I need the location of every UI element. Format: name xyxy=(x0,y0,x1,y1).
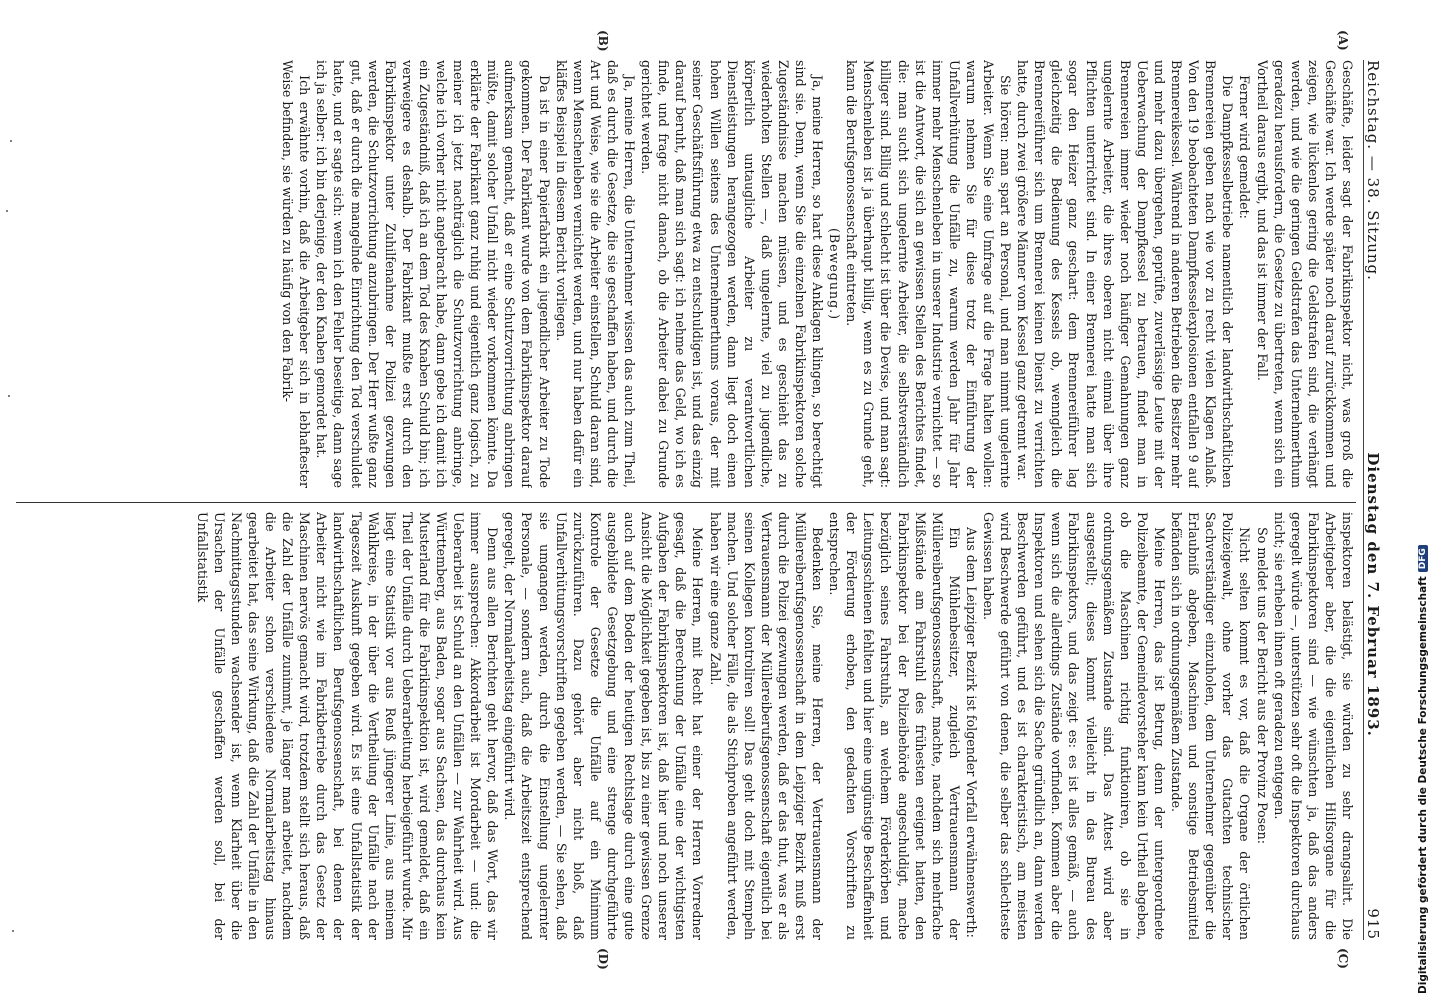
right-column xyxy=(16,512,1356,940)
paragraph: So meldet uns der Bericht aus der Provinz Posen: xyxy=(1254,527,1270,844)
paragraph: Sie hören: man spart an Personal, und man nimmt ungelernte Arbeiter. Wenn Sie eine Umfrage auf die Frage halten wollen: warum nehmen Sie für diese trotz der Einführung der Unfallverhütung die Unfälle zu, warum werden Jahr für Jahr immer mehr Menschenleben in unserer Industrie vernichtet — so ist die Antwort, die sich an gewissen Stellen des Berichtes findet, die: man sucht sich ungelernte Arbeiter, die selbstverständlich billiger sind. Billig und schlecht ist über die Devise, und man sagt: Menschenleben ist ja überhaupt billig, wenn es zu Grunde geht, kann die Berufsgenossenschaft eintreten. xyxy=(844,60,1014,488)
dfg-logo-icon: DFG xyxy=(1418,545,1428,572)
left-column xyxy=(16,60,1356,488)
paragraph: Ja, meine Herren, so hart diese Anklagen klingen, so berechtigt sind sie. Denn, wenn Sie die einzelnen Fabrikinspektoren solche Zugeständnisse machen müssen, und es geschieht das zu wiederholten Stellen —, daß ungelernte, viel zu jugendliche, körperlich untaugliche Arbeiter zu verantwortlichen Dienstleistungen herangezogen werden, dann liegt doch einen hohen Willen seitens des Unternehmerthums voraus, der mit seiner Geschäftsführung etwa zu entschuldigen ist, und das einzig darauf beruht, daß man sich sagt: ich nehme das Geld, wo ich es finde, und frage nicht danach, ob die Arbeiter dabei zu Grunde gerichtet werden. xyxy=(639,60,826,488)
margin-mark-c: (C) xyxy=(1336,948,1350,969)
paragraph: inspektoren belästigt, sie würden zu sehr drangsalirt. Die Arbeitgeber aber, die die eigentlichen Hilfsorgane für die Fabrikinspektoren sind — wie wünschten ja, daß das anders geregelt würde —, unterstützen sehr oft die Inspektoren durchaus nicht; sie erheben ihnen oft geradezu entgegen. xyxy=(1271,512,1355,940)
margin-mark-d: (D) xyxy=(596,948,610,970)
paragraph: Ich erwähnte vorhin, daß die Arbeitgeber sich in lebhaftester Weise befinden, sie würden zu häufig von den Fabrik- xyxy=(280,60,313,488)
digitization-credit-text: Digitalisierung gefördert durch die Deutsche Forschungsgemeinschaft xyxy=(1417,576,1429,994)
digitization-credit xyxy=(1417,545,1429,994)
paragraph: Denn aus allen Berichten geht hervor, daß das Wort, das wir immer aussprechen: Akkordarbeit ist Mordarbeit — und: die Ueberarbeit ist Schuld an den Unfällen — zur Wahrheit wird. Aus Württemberg, aus Baden, sogar aus Sachsen, das durchaus kein Musterland für die Fabrikinspektion ist, wird gemeldet, daß ein Theil der Unfälle durch Ueberarbeitung herbeigeführt wurde. Mir liegt eine Statistik vor aus Reuß jüngerer Linie, aus meinem Wahlkreise, in der über die Vertheilung der Unfälle nach der Tageszeit Auskunft gegeben wird. Es ist eine Unfallstatistik der landwirthschaftlichen Berufsgenossenschaft, bei denen der Arbeiter nicht wie im Fabrikbetriebe durch das Gesetz der Maschinen nervös gemacht wird, trotzdem stellt sich heraus, daß die Zahl der Unfälle zunimmt, je länger man arbeitet, nachdem die Arbeiter schon verschiedene Normalarbeitstag hinaus gearbeitet hat, das seine Wirkung, daß die Zahl der Unfälle in den Nachmittagsstunden wachsender ist, wenn Klarheit über die Ursachen der Unfälle geschaffen werden soll, bei der Unfallstatistik xyxy=(194,512,501,940)
paragraph: Ja, meine Herren, die Unternehmer wissen das auch zum Theil, daß es durch die Gesetze, die sie geschaffen haben, und durch die Art und Weise, wie sie die Arbeiter einstellen, Schuld daran sind, wenn Menschenleben vernichtet werden, und nur haben dafür ein kläffes Beispiel in diesem Bericht vorliegen. xyxy=(553,60,638,488)
paragraph: Meine Herren, das ist Betrug, denn der untergeordnete Polizeibeamte, der Gemeindevorsteher kann kein Urtheil abgeben, ob die Maschinen richtig funktioniren, ob sie in ordnungsgemäßem Zustande sind. Das Attest wird aber ausgestellt; dieses kommt vielleicht in das Bureau des Fabrikinspektors, und das zeigt es: es ist alles gemäß, — auch wenn sich die allerdings Zustände vorfinden. Kommen aber die Inspektoren und sehen sich die Sache gründlich an, dann werden Beschwerden geführt, und es ist charakteristisch, am meisten wird Beschwerde geführt von denen, die selber das schlechteste Gewissen haben. xyxy=(981,512,1167,940)
paragraph: Ferner wird gemeldet: xyxy=(1237,75,1253,219)
running-head-date: Dienstag den 7. Februar 1893. xyxy=(1364,452,1382,737)
column-divider xyxy=(16,502,1356,503)
paragraph: Nicht selten kommt es vor, daß die Organe der örtlichen Polizeigewalt, ohne vorher das Gutachten technischer Sachverständiger einzuholen, dem Unternehmer gegenüber die Erlaubniß abgeben, Maschinen und sonstige Betriebsmittel befänden sich in ordnungsgemäßem Zustande. xyxy=(1169,512,1253,940)
paragraph: (Bewegung.) xyxy=(827,227,843,321)
paragraph: Geschäfte, leider sagt der Fabrikinspektor nicht, was groß die Geschäfte war. Ich werde später noch darauf zurückkommen und zeigen, wie lückenlos gering die Geldstrafen sind, die verhängt werden, und wie die geringen Geldstrafen das Unternehmerthum geradezu herausfordern, die Gesetze zu übertreten, wenn sich ein Vortheil daraus ergibt, und das ist immer der Fall. xyxy=(1254,60,1355,488)
paragraph: Da ist in einer Papierfabrik ein jugendlicher Arbeiter zu Tode gekommen. Der Fabrikant wurde von dem Fabrikinspektor darauf aufmerksam gemacht, daß er eine Schutzvorrichtung anbringen müßte, damit solcher Unfall nicht wieder vorkommen könnte. Da erklärte der Fabrikant ganz ruhig und eigentlich ganz logisch, zu meiner ich jetzt nachträglich die Schutzvorrichtung anbringe, welche ich vorher nicht angebracht habe, dann gebe ich damit ich ein Zugeständniß, daß ich an dem Tod des Knaben Schuld bin; ich verweigere es deshalb. Der Fabrikant mußte erst durch den Fabrikinspektor unter Zuhilfenahme der Polizei gezwungen werden, die Schutzvorrichtung anzubringen. Der Herr wußte ganz gut, daß er durch die mangelnde Einrichtung den Tod verschuldet hatte, und er sagte sich: wenn ich den Fehler beseitige, dann sage ich ja selber: ich bin derjenige, der den Knaben gemordet hat. xyxy=(314,60,552,488)
margin-mark-a: (A) xyxy=(1336,30,1350,51)
paragraph: Ein Mühlenbesitzer, zugleich Vertrauensmann der Müllereiberufsgenossenschaft, machte, nachdem sich mehrfache Mißstände am Fahrstuhl des frühesten ereignet hatten, den Fabrikinspektor bei der Polizeibehörde angeschuldigt, mache bezüglich seines Fahrstuhls, an welchem Förderkörben und Leitungsschienen fehlten und hier eine ungünstige Beschaffenheit der Förderung erhoben, den gedachten Vorschriften zu entsprechen. xyxy=(827,512,962,940)
page-number: 915 xyxy=(1364,908,1382,940)
running-head xyxy=(1363,60,1392,940)
text-columns xyxy=(16,60,1356,940)
paragraph: Aus dem Leipziger Bezirk ist folgender Vorfall erwähnenswerth: xyxy=(963,527,979,938)
running-head-left: Reichstag. — 38. Sitzung. xyxy=(1364,60,1382,281)
paragraph: Bedenken Sie, meine Herren, der Vertrauensmann der Müllereiberufsgenossenschaft in dem Leipziger Bezirk muß erst durch die Polizei gezwungen werden, daß er das thut, was er als Vertrauensmann der Müllereiberufsgenossenschaft eigentlich bei seinen Kollegen kontroliren soll! Das geht doch mit Stempeln machen. Und solcher Fälle, die als Stichproben angeführt werden, haben wir eine ganze Zahl. xyxy=(707,512,826,940)
margin-mark-b: (B) xyxy=(596,30,610,52)
paragraph: Meine Herren, mit Recht hat einer der Herren Vorredner gesagt, daß die Berechnung der Unfälle eine der wichtigsten Aufgaben der Fabrikinspektoren ist, daß hier und noch unserer Ansicht die Möglichkeit gegeben ist, bis zu einer gewissen Grenze auch auf dem Boden der heutigen Rechtslage durch eine gute ausgebildete Gesetzgebung und eine strenge durchgeführte Kontrole der Gesetze die Unfälle auf ein Minimum zurückzuführen. Dazu gehört aber nicht bloß, daß Unfallverhütungsvorschriften gegeben werden, — Sie sehen, daß sie umgangen werden, durch die Einstellung ungelernter Personale, — sondern auch, daß die Arbeitszeit entsprechend geregelt, der Normalarbeitstag eingeführt wird. xyxy=(502,512,706,940)
paragraph: Die Dampfkesselbetriebe namentlich der landwirthschaftlichen Brennereien geben nach wie vor zu recht vielen Klagen Anlaß. Von den 19 beobachteten Dampfkesselexplosionen entfallen 9 auf Brennereikessel. Während in anderen Betrieben die Besitzer mehr und mehr dazu übergehen, geprüfte, zuverlässige Leute mit der Ueberwachung der Dampfkessel zu betrauen, findet man in Brennereien immer wieder noch häufiger Gemahnungen ganz ungelernte Arbeiter, die ihres oberen nicht einmal über ihre Pflichten unterrichtet sind. In einer Brennerei hatte man sich sogar den Heizer ganz geschart: dem Brennereiführer lag gleichzeitig die Bedienung des Kessels ob, wenngleich die Brennereiführer sich um Brennerei keinen Dienst zu verrichten hatte, durch zwei größere Männer vom Kessel ganz getrennt war. xyxy=(1015,60,1236,488)
